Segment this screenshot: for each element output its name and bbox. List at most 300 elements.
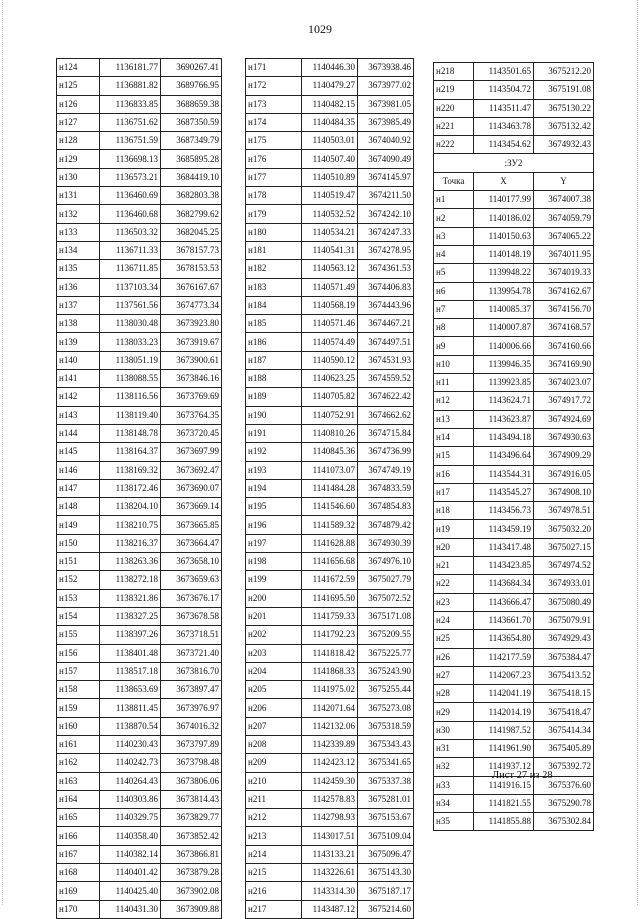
y-cell: 3675273.08 [358,699,414,717]
table-row [57,607,222,625]
table-row [57,95,222,113]
point-cell: н156 [57,644,100,662]
x-cell: 1141868.33 [302,662,358,680]
point-cell: н127 [57,113,100,131]
x-cell: 1141961.90 [474,739,534,757]
table-row [246,315,414,333]
table-row [246,370,414,388]
table-row [57,900,222,918]
y-cell: 3674156.70 [534,300,594,318]
table-row [246,644,414,662]
table-row [57,223,222,241]
x-cell: 1141073.07 [302,461,358,479]
table-row [434,575,594,593]
table-row [57,388,222,406]
x-cell: 1143684.34 [474,575,534,593]
point-cell: н25 [434,630,474,648]
point-cell: н163 [57,772,100,790]
point-cell: н218 [434,63,474,81]
x-cell: 1143463.78 [474,117,534,135]
point-cell: н13 [434,410,474,428]
coordinates-table-1 [56,58,222,919]
point-cell: н128 [57,132,100,150]
point-cell: н14 [434,428,474,446]
table-row [57,626,222,644]
point-cell: н188 [246,370,302,388]
table-row [434,666,594,684]
x-cell: 1140006.66 [474,337,534,355]
header-row [434,172,594,190]
table-row [57,498,222,516]
y-cell: 3673690.07 [161,479,222,497]
point-cell: н130 [57,168,100,186]
point-cell: н189 [246,388,302,406]
y-cell: 3674361.53 [358,260,414,278]
y-cell: 3675418.47 [534,703,594,721]
x-cell: 1140479.27 [302,77,358,95]
y-cell: 3673720.45 [161,424,222,442]
y-cell: 3675302.84 [534,813,594,831]
point-cell: н209 [246,754,302,772]
point-cell: н168 [57,864,100,882]
x-cell: 1139948.22 [474,264,534,282]
x-cell: 1142578.83 [302,790,358,808]
table-row [246,278,414,296]
x-cell: 1140532.52 [302,205,358,223]
table-row [246,754,414,772]
point-cell: н212 [246,809,302,827]
x-cell: 1140329.75 [100,809,161,827]
coordinates-table-2 [245,58,414,919]
point-cell: н165 [57,809,100,827]
table-row [57,754,222,772]
point-cell: н193 [246,461,302,479]
x-cell: 1142423.12 [302,754,358,772]
y-cell: 3687350.59 [161,113,222,131]
table-row [434,593,594,611]
x-cell: 1143226.61 [302,864,358,882]
y-cell: 3675153.67 [358,809,414,827]
x-cell: 1138321.86 [100,589,161,607]
y-cell: 3673879.28 [161,864,222,882]
table-row [434,502,594,520]
table-row [246,662,414,680]
x-cell: 1143501.65 [474,63,534,81]
x-cell: 1137561.56 [100,296,161,314]
y-cell: 3673902.08 [161,882,222,900]
point-cell: н214 [246,845,302,863]
x-cell: 1138653.69 [100,681,161,699]
table-row [246,790,414,808]
point-cell: н141 [57,370,100,388]
x-cell: 1140507.40 [302,150,358,168]
x-cell: 1138204.10 [100,498,161,516]
y-cell: 3674908.10 [534,483,594,501]
y-cell: 3673976.97 [161,699,222,717]
point-cell: н186 [246,333,302,351]
y-cell: 3673718.51 [161,626,222,644]
x-cell: 1141759.33 [302,607,358,625]
y-cell: 3673721.40 [161,644,222,662]
y-cell: 3674917.72 [534,392,594,410]
x-header: X [474,172,534,190]
table-row [57,333,222,351]
x-cell: 1139923.85 [474,374,534,392]
table-row [57,443,222,461]
y-cell: 3675225.77 [358,644,414,662]
y-cell: 3673814.43 [161,790,222,808]
y-cell: 3690267.41 [161,59,222,77]
table-row [434,428,594,446]
table-row [434,99,594,117]
x-cell: 1136573.21 [100,168,161,186]
y-cell: 3674406.83 [358,278,414,296]
y-cell: 3674559.52 [358,370,414,388]
x-cell: 1140264.43 [100,772,161,790]
y-cell: 3674160.66 [534,337,594,355]
y-cell: 3675212.20 [534,63,594,81]
point-cell: н5 [434,264,474,282]
table-row [57,772,222,790]
y-cell: 3673900.61 [161,351,222,369]
point-cell: н166 [57,827,100,845]
x-cell: 1141937.12 [474,758,534,776]
table-row [246,424,414,442]
table-row [434,703,594,721]
x-cell: 1140482.15 [302,95,358,113]
x-cell: 1141672.59 [302,571,358,589]
point-cell: н179 [246,205,302,223]
point-cell: н145 [57,443,100,461]
table-row [434,191,594,209]
table-row [57,589,222,607]
x-cell: 1140484.35 [302,113,358,131]
y-cell: 3673909.88 [161,900,222,918]
y-cell: 3675109.04 [358,827,414,845]
point-cell: н131 [57,187,100,205]
table-row [246,534,414,552]
point-cell: н220 [434,99,474,117]
x-cell: 1140519.47 [302,187,358,205]
x-cell: 1140382.14 [100,845,161,863]
point-cell: н162 [57,754,100,772]
x-cell: 1139946.35 [474,355,534,373]
y-cell: 3673664.47 [161,534,222,552]
point-cell: н160 [57,717,100,735]
table-row [434,300,594,318]
y-cell: 3675243.90 [358,662,414,680]
point-cell: н6 [434,282,474,300]
point-cell: н170 [57,900,100,918]
x-cell: 1137103.34 [100,278,161,296]
point-cell: н28 [434,685,474,703]
y-cell: 3675027.79 [358,571,414,589]
table-row [57,479,222,497]
table-row [57,296,222,314]
point-cell: н148 [57,498,100,516]
x-cell: 1143544.31 [474,465,534,483]
table-row [246,827,414,845]
y-cell: 3674909.29 [534,447,594,465]
point-cell: н154 [57,607,100,625]
point-cell: н216 [246,882,302,900]
table-row [246,735,414,753]
y-cell: 3673669.14 [161,498,222,516]
point-cell: н31 [434,739,474,757]
point-cell: н140 [57,351,100,369]
y-cell: 3674040.92 [358,132,414,150]
point-cell: н21 [434,557,474,575]
table-row [57,241,222,259]
y-cell: 3673938.46 [358,59,414,77]
y-cell: 3675255.44 [358,681,414,699]
point-cell: н22 [434,575,474,593]
table-row [57,681,222,699]
x-cell: 1136503.32 [100,223,161,241]
y-cell: 3674531.93 [358,351,414,369]
x-cell: 1142132.06 [302,717,358,735]
table-row [57,553,222,571]
x-cell: 1138172.46 [100,479,161,497]
x-cell: 1142041.19 [474,685,534,703]
point-cell: н11 [434,374,474,392]
table-row [246,406,414,424]
y-cell: 3684419.10 [161,168,222,186]
point-cell: н181 [246,241,302,259]
table-row [246,443,414,461]
y-cell: 3674059.79 [534,209,594,227]
y-cell: 3675343.43 [358,735,414,753]
x-cell: 1143654.80 [474,630,534,648]
point-cell: н178 [246,187,302,205]
y-cell: 3674930.63 [534,428,594,446]
table-row [57,699,222,717]
point-cell: н217 [246,900,302,918]
table-row [434,209,594,227]
point-cell: н158 [57,681,100,699]
table-row [434,739,594,757]
y-cell: 3674023.07 [534,374,594,392]
y-cell: 3675130.22 [534,99,594,117]
x-cell: 1141695.50 [302,589,358,607]
x-cell: 1141818.42 [302,644,358,662]
coordinates-table-3 [433,62,594,831]
table-row [246,187,414,205]
table-row [57,809,222,827]
point-cell: н155 [57,626,100,644]
x-cell: 1138811.45 [100,699,161,717]
x-cell: 1140623.25 [302,370,358,388]
x-cell: 1138401.48 [100,644,161,662]
y-cell: 3688659.38 [161,95,222,113]
table-row [434,721,594,739]
x-cell: 1138327.25 [100,607,161,625]
y-cell: 3675143.30 [358,864,414,882]
point-cell: н27 [434,666,474,684]
point-cell: н143 [57,406,100,424]
x-cell: 1143661.70 [474,611,534,629]
x-cell: 1140425.40 [100,882,161,900]
y-cell: 3673658.10 [161,553,222,571]
y-cell: 3675392.72 [534,758,594,776]
y-cell: 3674736.99 [358,443,414,461]
table-row [434,520,594,538]
y-cell: 3675318.59 [358,717,414,735]
table-row [57,882,222,900]
table-row [57,516,222,534]
x-cell: 1140007.87 [474,319,534,337]
point-cell: н221 [434,117,474,135]
table-row [246,461,414,479]
x-cell: 1141855.88 [474,813,534,831]
table-row [57,424,222,442]
point-cell: н194 [246,479,302,497]
x-cell: 1140503.01 [302,132,358,150]
y-cell: 3678153.53 [161,260,222,278]
point-cell: н18 [434,502,474,520]
point-cell: н10 [434,355,474,373]
x-cell: 1138033.23 [100,333,161,351]
point-cell: н161 [57,735,100,753]
point-cell: н35 [434,813,474,831]
table-row [57,735,222,753]
point-cell: н153 [57,589,100,607]
point-cell: н183 [246,278,302,296]
y-cell: 3674145.97 [358,168,414,186]
x-cell: 1140752.91 [302,406,358,424]
table-row [57,260,222,278]
point-cell: н159 [57,699,100,717]
x-cell: 1141546.60 [302,498,358,516]
table-row [57,790,222,808]
y-cell: 3675384.47 [534,648,594,666]
y-cell: 3673816.70 [161,662,222,680]
point-cell: н213 [246,827,302,845]
point-cell: н152 [57,571,100,589]
point-cell: н210 [246,772,302,790]
y-cell: 3675187.17 [358,882,414,900]
table-row [246,388,414,406]
point-cell: н219 [434,81,474,99]
x-cell: 1143545.27 [474,483,534,501]
point-cell: н173 [246,95,302,113]
x-cell: 1140150.63 [474,227,534,245]
table-row [246,772,414,790]
point-cell: н150 [57,534,100,552]
point-cell: н167 [57,845,100,863]
y-cell: 3674974.52 [534,557,594,575]
x-cell: 1142067.23 [474,666,534,684]
point-cell: н157 [57,662,100,680]
table-row [246,553,414,571]
section-row [434,154,594,172]
table-row [434,410,594,428]
table-row [434,374,594,392]
x-cell: 1140845.36 [302,443,358,461]
y-cell: 3675214.60 [358,900,414,918]
table-row [57,278,222,296]
table-row [434,355,594,373]
x-cell: 1138216.37 [100,534,161,552]
point-cell: н34 [434,794,474,812]
x-cell: 1140186.02 [474,209,534,227]
scan-edge-right [636,0,638,905]
x-cell: 1138030.48 [100,315,161,333]
table-row [434,648,594,666]
x-cell: 1136881.82 [100,77,161,95]
point-cell: н20 [434,538,474,556]
table-row [246,223,414,241]
x-cell: 1140574.49 [302,333,358,351]
point-cell: н182 [246,260,302,278]
point-cell: н133 [57,223,100,241]
y-cell: 3673665.85 [161,516,222,534]
point-cell: н137 [57,296,100,314]
table-row [57,132,222,150]
point-cell: н147 [57,479,100,497]
table-row [434,630,594,648]
table-row [434,813,594,831]
x-cell: 1138119.40 [100,406,161,424]
y-cell: 3673923.80 [161,315,222,333]
y-cell: 3673866.81 [161,845,222,863]
x-cell: 1141975.02 [302,681,358,699]
x-cell: 1138051.19 [100,351,161,369]
point-cell: н4 [434,245,474,263]
point-cell: н208 [246,735,302,753]
x-cell: 1138263.36 [100,553,161,571]
table-row [434,611,594,629]
table-row [57,59,222,77]
table-row [246,296,414,314]
point-cell: н142 [57,388,100,406]
point-cell: н196 [246,516,302,534]
x-cell: 1140541.31 [302,241,358,259]
table-row [246,571,414,589]
y-cell: 3675337.38 [358,772,414,790]
table-row [57,534,222,552]
point-cell: н3 [434,227,474,245]
table-row [246,95,414,113]
x-cell: 1140534.21 [302,223,358,241]
table-row [57,571,222,589]
point-cell: н136 [57,278,100,296]
y-cell: 3675171.08 [358,607,414,625]
y-cell: 3674930.39 [358,534,414,552]
x-cell: 1138210.75 [100,516,161,534]
x-cell: 1136751.62 [100,113,161,131]
point-cell: н124 [57,59,100,77]
point-cell: н200 [246,589,302,607]
point-cell: н33 [434,776,474,794]
x-cell: 1140705.82 [302,388,358,406]
table-row [246,900,414,918]
y-cell: 3674916.05 [534,465,594,483]
x-cell: 1143133.21 [302,845,358,863]
table-row [434,136,594,154]
table-row [57,168,222,186]
x-cell: 1142459.30 [302,772,358,790]
table-row [57,77,222,95]
point-cell: н204 [246,662,302,680]
y-cell: 3682799.62 [161,205,222,223]
table-row [434,337,594,355]
table-row [246,351,414,369]
table-row [434,319,594,337]
x-cell: 1140571.49 [302,278,358,296]
point-cell: н192 [246,443,302,461]
table-row [434,392,594,410]
